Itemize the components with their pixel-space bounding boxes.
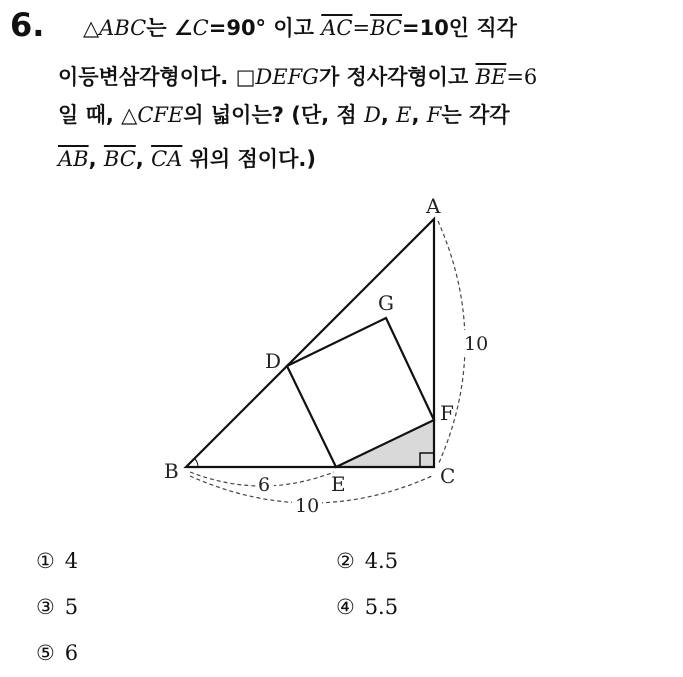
segment-ab: $\overline{AB}$: [58, 147, 89, 171]
choice-1-value: 4: [64, 549, 79, 573]
label-f: F: [440, 401, 454, 425]
text-angle: 는 ∠: [146, 16, 193, 40]
choice-5-value: 6: [64, 641, 79, 665]
choice-1[interactable]: [36, 549, 78, 573]
be-value: =6: [506, 65, 538, 89]
question-line-3: 일 때, △CFE의 넓이는? (단, 점 D, E, F는 각각: [58, 103, 510, 127]
choice-4-value: 5.5: [364, 595, 399, 619]
choice-1-mark: ①: [36, 549, 55, 573]
choice-2-mark: ②: [336, 549, 355, 573]
segment-ac: $\overline{AC}$: [321, 16, 353, 40]
text-when: 일 때, △: [58, 103, 138, 127]
choice-2[interactable]: [336, 549, 398, 573]
triangle-abc: ABC: [99, 16, 147, 40]
segment-be: $\overline{BE}$: [475, 65, 507, 89]
choice-5[interactable]: [36, 641, 78, 665]
segment-ca: $\overline{CA}$: [151, 147, 183, 171]
choice-3[interactable]: [36, 595, 78, 619]
text-on-points: 위의 점이다.): [182, 147, 316, 171]
length-be: 6: [258, 474, 271, 496]
label-c: C: [440, 464, 456, 488]
question-line-4: $\overline{AB}$, $\overline{BC}$, $\overline{CA}$ 위의 점이다.): [58, 147, 316, 171]
point-d: D: [364, 103, 381, 127]
label-d: D: [265, 349, 282, 373]
segment-bc-2: $\overline{BC}$: [103, 147, 136, 171]
choice-5-mark: ⑤: [36, 641, 55, 665]
length-bc: 10: [295, 495, 320, 517]
segment-bc: $\overline{BC}$: [370, 16, 402, 40]
choice-2-value: 4.5: [364, 549, 399, 573]
text-each: 는 각각: [441, 103, 510, 127]
choice-4[interactable]: [336, 595, 398, 619]
label-b: B: [164, 459, 179, 483]
square-defg: DEFG: [255, 65, 319, 89]
choice-4-mark: ④: [336, 595, 355, 619]
label-e: E: [331, 472, 346, 496]
text-square: 가 정사각형이고: [318, 65, 476, 89]
length-ca: 10: [464, 333, 489, 355]
label-a: A: [426, 194, 441, 218]
triangle-cfe: CFE: [137, 103, 184, 127]
text-area-question: 의 넓이는? (단, 점: [183, 103, 365, 127]
text-right-angle: =90° 이고: [208, 16, 322, 40]
angle-mark-b: [195, 459, 198, 467]
triangle-symbol: △: [83, 16, 100, 40]
point-f: F: [426, 103, 442, 127]
question-number: 6.: [10, 6, 45, 44]
choice-3-value: 5: [64, 595, 79, 619]
label-g: G: [378, 291, 394, 315]
equals-sign: =: [352, 16, 371, 40]
text-right-isoceles: =10인 직각: [401, 16, 517, 40]
point-e: E: [396, 103, 412, 127]
angle-c: C: [192, 16, 209, 40]
choice-3-mark: ③: [36, 595, 55, 619]
text-isoceles: 이등변삼각형이다. □: [58, 65, 256, 89]
